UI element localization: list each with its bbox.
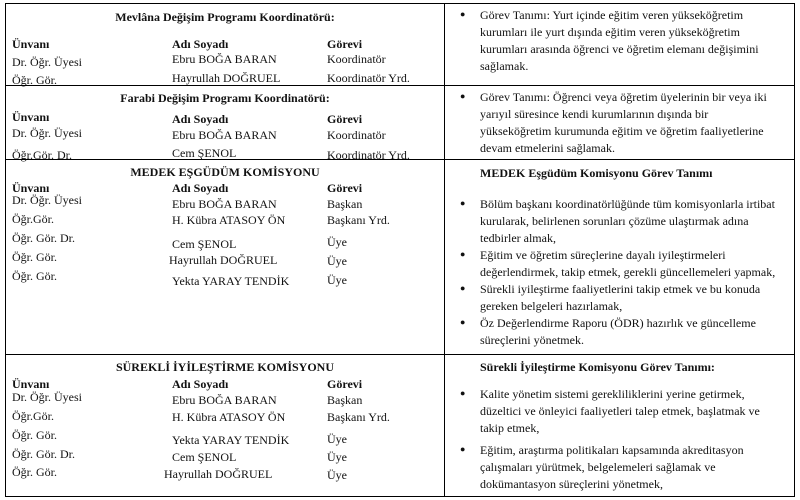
- member-unvan: Dr. Öğr. Üyesi: [12, 55, 82, 69]
- member-unvan: Öğr. Gör.: [12, 269, 57, 283]
- header-ad: Adı Soyadı: [172, 377, 229, 391]
- bullet-icon: ●: [460, 444, 466, 454]
- member-ad: Hayrullah DOĞRUEL: [169, 253, 278, 267]
- header-ad: Adı Soyadı: [172, 37, 229, 51]
- member-gorev: Üye: [327, 235, 347, 249]
- member-unvan: Öğr.Gör.: [12, 409, 54, 423]
- member-gorev: Başkanı Yrd.: [327, 410, 390, 424]
- member-ad: Ebru BOĞA BARAN: [172, 52, 277, 66]
- member-ad: Ebru BOĞA BARAN: [172, 128, 277, 142]
- member-gorev: Koordinatör Yrd.: [327, 148, 410, 162]
- section-title: Farabi Değişim Programı Koordinatörü:: [120, 91, 330, 105]
- member-unvan: Dr. Öğr. Üyesi: [12, 126, 82, 140]
- task-description: Görev Tanımı: Yurt içinde eğitim veren yükseköğretim kurumları ile yurt dışında eğitim veren yükseköğretim kurumları arasında öğrenci ve öğretim elemanı değişimini sağlamak.: [480, 8, 759, 73]
- task-description: Görev Tanımı: Öğrenci veya öğretim üyelerinin bir veya iki yarıyıl süresince kendi kurumlarının dışında bir yükseköğretim kurumunda eğitim ve öğretim faaliyetlerine devam etmelerini sağlamak.: [480, 90, 767, 155]
- header-gorev: Görevi: [327, 37, 363, 51]
- header-unvan: Ünvanı: [12, 181, 50, 195]
- member-gorev: Koordinatör Yrd.: [327, 71, 410, 85]
- member-unvan: Öğr. Gör. Dr.: [12, 447, 75, 461]
- member-unvan: Öğr.Gör.: [12, 212, 54, 226]
- member-gorev: Üye: [327, 273, 347, 287]
- task-bullet: Sürekli iyileştirme faaliyetlerini takip etmek ve bu konuda gereken belgeleri hazırlamak,: [480, 282, 761, 313]
- section-right-cell: [444, 4, 794, 85]
- member-unvan: Öğr. Gör.: [12, 73, 57, 87]
- member-unvan: Dr. Öğr. Üyesi: [12, 193, 82, 207]
- task-title: Sürekli İyileştirme Komisyonu Görev Tanımı:: [480, 360, 715, 374]
- member-gorev: Üye: [327, 468, 347, 482]
- bullet-icon: ●: [460, 283, 466, 293]
- member-ad: Ebru BOĞA BARAN: [172, 393, 277, 407]
- member-gorev: Üye: [327, 450, 347, 464]
- header-gorev: Görevi: [327, 181, 363, 195]
- header-unvan: Ünvanı: [12, 377, 50, 391]
- task-bullet: Eğitim, araştırma politikaları kapsamında akreditasyon çalışmaları yürütmek, belgelemeleri sağlamak ve dokümantasyon süreçlerini yönetmek,: [480, 443, 744, 491]
- member-gorev: Koordinatör: [327, 52, 386, 66]
- member-gorev: Başkan: [327, 197, 363, 211]
- header-gorev: Görevi: [327, 377, 363, 391]
- section-title: MEDEK EŞGÜDÜM KOMİSYONU: [130, 165, 320, 179]
- member-ad: Hayrullah DOĞRUEL: [164, 467, 273, 481]
- section-title: Mevlâna Değişim Programı Koordinatörü:: [115, 10, 335, 24]
- section-left-cell: [6, 160, 445, 354]
- section-title: SÜREKLİ İYİLEŞTİRME KOMİSYONU: [115, 360, 335, 374]
- header-ad: Adı Soyadı: [172, 181, 229, 195]
- section-mevlana: [5, 3, 795, 85]
- member-unvan: Öğr. Gör. Dr.: [12, 231, 75, 245]
- bullet-icon: ●: [460, 198, 466, 208]
- header-gorev: Görevi: [327, 112, 363, 126]
- member-ad: Yekta YARAY TENDİK: [172, 433, 290, 447]
- header-unvan: Ünvanı: [12, 110, 50, 124]
- bullet-icon: ●: [460, 249, 466, 259]
- bullet-icon: ●: [460, 91, 466, 101]
- section-left-cell: [6, 4, 445, 85]
- task-bullet: Eğitim ve öğretim süreçlerine dayalı iyileştirmeleri değerlendirmek, takip etmek, gerekli güncellemeleri yapmak,: [480, 248, 776, 279]
- section-farabi: [5, 85, 795, 162]
- document-table: [5, 3, 795, 497]
- task-title: MEDEK Eşgüdüm Komisyonu Görev Tanımı: [480, 166, 713, 180]
- section-right-cell: [444, 86, 794, 159]
- member-unvan: Öğr. Gör.: [12, 250, 57, 264]
- task-bullet: Kalite yönetim sistemi gerekliliklerini yerine getirmek, düzeltici ve önleyici faaliyetleri talep etmek, başlatmak ve takip etmek,: [480, 387, 760, 435]
- member-ad: Ebru BOĞA BARAN: [172, 197, 277, 211]
- member-gorev: Başkanı Yrd.: [327, 213, 390, 227]
- member-ad: Cem ŞENOL: [172, 450, 237, 464]
- member-unvan: Öğr. Gör.: [12, 428, 57, 442]
- bullet-icon: ●: [460, 9, 466, 19]
- section-right-cell: [444, 355, 794, 496]
- header-ad: Adı Soyadı: [172, 112, 229, 126]
- member-ad: H. Kübra ATASOY ÖN: [172, 410, 286, 424]
- bullet-icon: ●: [460, 317, 466, 327]
- member-gorev: Üye: [327, 432, 347, 446]
- section-surekli-iyilestirme: [5, 354, 795, 497]
- section-right-cell: [444, 160, 794, 354]
- section-medek: [5, 159, 795, 354]
- member-unvan: Öğr. Gör.: [12, 465, 57, 479]
- task-bullet: Öz Değerlendirme Raporu (ÖDR) hazırlık ve güncelleme süreçlerini yönetmek.: [480, 316, 756, 347]
- member-gorev: Üye: [327, 254, 347, 268]
- member-ad: Yekta YARAY TENDİK: [172, 274, 290, 288]
- member-unvan: Dr. Öğr. Üyesi: [12, 390, 82, 404]
- section-left-cell: [6, 86, 445, 162]
- member-ad: Cem ŞENOL: [172, 237, 237, 251]
- task-bullet: Bölüm başkanı koordinatörlüğünde tüm komisyonlarla irtibat kurularak, belirlenen sorunları çözüme ulaştırmak adına tedbirler almak,: [480, 197, 775, 245]
- member-gorev: Başkan: [327, 393, 363, 407]
- section-left-cell: [6, 355, 445, 496]
- header-unvan: Ünvanı: [12, 37, 50, 51]
- member-ad: Cem ŞENOL: [172, 146, 237, 160]
- member-ad: H. Kübra ATASOY ÖN: [172, 213, 286, 227]
- member-ad: Hayrullah DOĞRUEL: [172, 71, 281, 85]
- member-gorev: Koordinatör: [327, 128, 386, 142]
- bullet-icon: ●: [460, 388, 466, 398]
- member-unvan: Öğr.Gör. Dr.: [12, 148, 72, 162]
